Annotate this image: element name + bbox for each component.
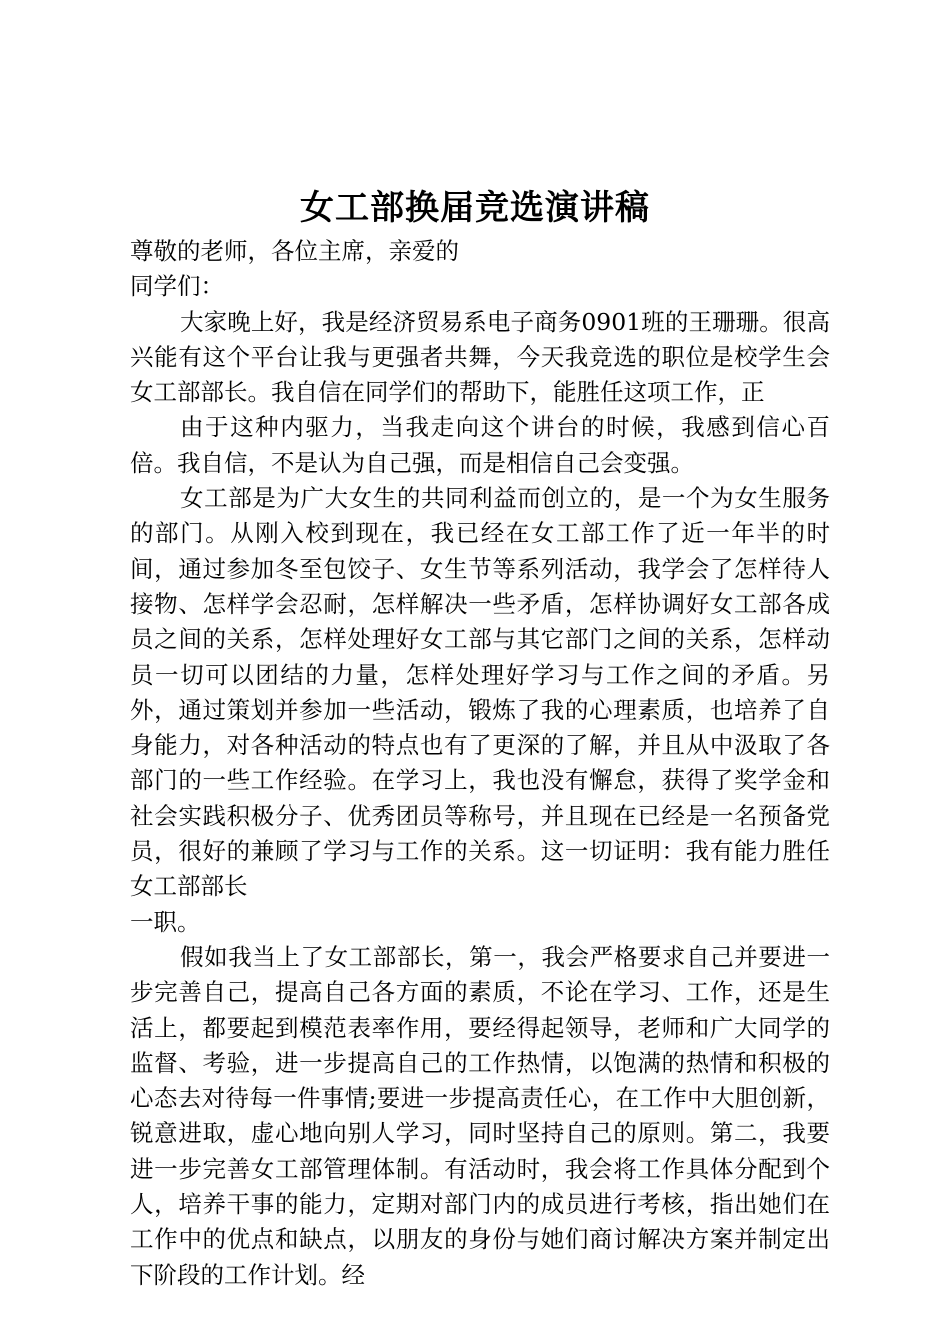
paragraph-motivation: 由于这种内驱力，当我走向这个讲台的时候，我感到信心百倍。我自信，不是认为自己强，而是相信自己会变强。 [130, 413, 830, 477]
salutation-line-2: 同学们： [130, 272, 224, 301]
paragraph-experience-end: 一职。 [130, 907, 201, 936]
paragraph-introduction: 大家晚上好，我是经济贸易系电子商务0901班的王珊珊。很高兴能有这个平台让我与更强者共舞，今天我竞选的职位是校学生会女工部部长。我自信在同学们的帮助下，能胜任这项工作，正 [130, 307, 830, 407]
document-body [130, 234, 830, 1293]
document-title: 女工部换届竞选演讲稿 [300, 188, 650, 228]
salutation-line-1: 尊敬的老师，各位主席，亲爱的 [130, 237, 459, 265]
paragraph-experience: 女工部是为广大女生的共同利益而创立的，是一个为女生服务的部门。从刚入校到现在，我已经在女工部工作了近一年半的时间，通过参加冬至包饺子、女生节等系列活动，我学会了怎样待人接物、怎样学会忍耐，怎样解决一些矛盾，怎样协调好女工部各成员之间的关系，怎样处理好女工部与其它部门之间的关系，怎样动员一切可以团结的力量，怎样处理好学习与工作之间的矛盾。另外，通过策划并参加一些活动，锻炼了我的心理素质，也培养了自身能力，对各种活动的特点也有了更深的了解，并且从中汲取了各部门的一些工作经验。在学习上，我也没有懈怠，获得了奖学金和社会实践积极分子、优秀团员等称号，并且现在已经是一名预备党员，很好的兼顾了学习与工作的关系。这一切证明：我有能力胜任女工部部长 [130, 484, 830, 901]
paragraph-plans: 假如我当上了女工部部长，第一，我会严格要求自己并要进一步完善自己，提高自己各方面的素质，不论在学习、工作，还是生活上，都要起到模范表率作用，要经得起领导，老师和广大同学的监督、考验，进一步提高自己的工作热情，以饱满的热情和积极的心态去对待每一件事情;要进一步提高责任心，在工作中大胆创新，锐意进取，虚心地向别人学习，同时坚持自己的原则。第二，我要进一步完善女工部管理体制。有活动时，我会将工作具体分配到个人，培养干事的能力，定期对部门内的成员进行考核，指出她们在工作中的优点和缺点，以朋友的身份与她们商讨解决方案并制定出下阶段的工作计划。经 [130, 942, 830, 1289]
